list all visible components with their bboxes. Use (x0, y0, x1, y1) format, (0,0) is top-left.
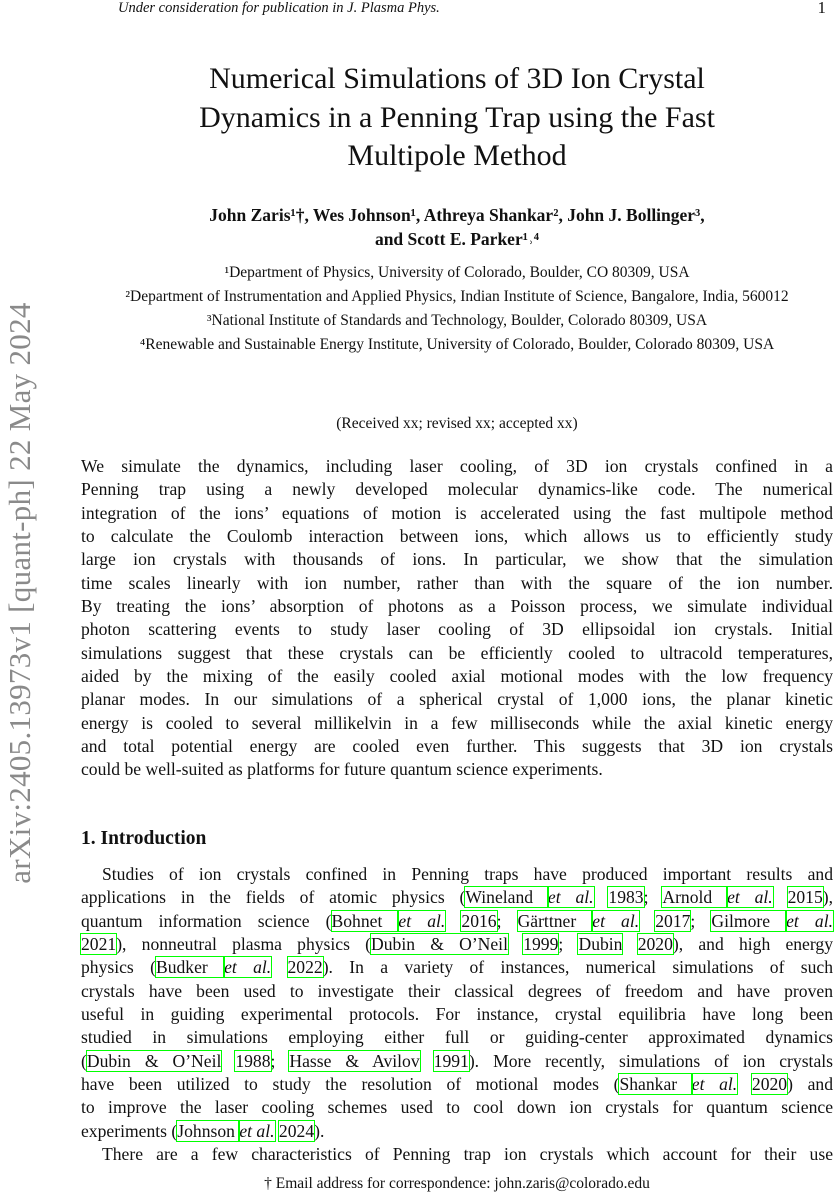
text-line (81, 758, 833, 781)
citation-link[interactable]: 2021 (81, 934, 117, 955)
citation-link[interactable]: et al. (547, 887, 594, 908)
text-run: ), and high energy (672, 934, 833, 955)
text-line (81, 688, 833, 711)
text-run: Studies of ion crystals confined in Penning traps have produced important results and (102, 864, 833, 884)
text-line (81, 478, 833, 501)
title-line: Numerical Simulations of 3D Ion Crystal (209, 62, 705, 95)
text-run: useful in guiding experimental protocols. For instance, crystal equilibria have long been (81, 1004, 833, 1025)
text-run: ; (496, 910, 518, 931)
citation-link[interactable]: Arnold (662, 887, 728, 908)
text-run: applications in the fields of atomic physics ( (81, 887, 466, 908)
paper-title (81, 60, 833, 176)
text-line (81, 980, 833, 1003)
text-run (622, 934, 637, 954)
text-run: Penning trap using a newly developed molecular dynamics-like code. The numerical (81, 479, 833, 500)
text-line (81, 712, 833, 735)
citation-link[interactable]: 1999 (523, 934, 559, 955)
citation-link[interactable]: 2017 (655, 910, 691, 931)
text-line (81, 618, 833, 641)
text-run (639, 911, 655, 931)
text-line (81, 455, 833, 478)
citation-link[interactable]: et al. (727, 887, 773, 908)
text-run: to calculate the Coulomb interaction between ions, which allows us to efficiently study (81, 526, 833, 547)
affiliation: ²Department of Instrumentation and Applied Physics, Indian Institute of Science, Bangalore, India, 560012 (125, 288, 789, 305)
text-run: By treating the ions’ absorption of photons as a Poisson process, we simulate individual (81, 596, 833, 617)
text-run (508, 934, 523, 954)
citation-link[interactable]: 1988 (235, 1050, 271, 1071)
citation-link[interactable]: Gärttner (517, 910, 593, 931)
citation-link[interactable]: 1983 (608, 887, 644, 908)
text-run: physics ( (81, 957, 156, 978)
text-line (81, 1003, 833, 1026)
text-run: experiments ( (81, 1120, 178, 1141)
text-run: to improve the laser cooling schemes used to cool down ion crystals for quantum science (81, 1097, 833, 1118)
citation-link[interactable]: Shankar (619, 1074, 692, 1095)
footnote: † Email address for correspondence: john.zaris@colorado.edu (264, 1175, 650, 1192)
citation-link[interactable]: 1991 (433, 1050, 469, 1071)
text-run: photon scattering events to study laser cooling of 3D ellipsoidal ion crystals. Initial (81, 619, 833, 640)
citation-link[interactable]: Dubin (578, 934, 623, 955)
running-head: Under consideration for publication in J. Plasma Phys. (118, 0, 440, 16)
citation-link[interactable]: et al. (239, 1120, 275, 1141)
text-run: ). (314, 1120, 325, 1141)
text-run: ; (558, 934, 579, 955)
citation-link[interactable]: 2016 (461, 910, 497, 931)
text-run: energy is cooled to several millikelvin in a few milliseconds while the axial kinetic energy (81, 712, 833, 733)
text-run: large ion crystals with thousands of ions. In particular, we show that the simulation (81, 549, 833, 570)
text-line (81, 525, 833, 548)
text-run: have been utilized to study the resolution of motional modes ( (81, 1074, 620, 1095)
text-run: ), nonneutral plasma physics ( (116, 934, 372, 955)
text-run (773, 887, 788, 907)
citation-link[interactable]: et al. (398, 910, 446, 931)
authors-line: John Zaris¹†, Wes Johnson¹, Athreya Shankar², John J. Bollinger³, (209, 205, 705, 225)
citation-link[interactable]: 2015 (787, 887, 823, 908)
text-run: aided by the mixing of the easily cooled axial motional modes with the low frequency (81, 666, 833, 687)
text-line (81, 502, 833, 525)
text-line (81, 1120, 833, 1143)
citation-link[interactable]: Johnson (177, 1120, 240, 1141)
citation-link[interactable]: 2022 (287, 957, 323, 978)
text-run: There are a few characteristics of Penning trap ion crystals which account for their use (102, 1144, 833, 1165)
text-run: could be well-suited as platforms for future quantum science experiments. (81, 759, 603, 780)
text-run: ; (270, 1050, 290, 1071)
citation-link[interactable]: et al. (224, 957, 272, 978)
text-run: time scales linearly with ion number, rather than with the square of the ion number. (81, 572, 833, 593)
text-run: ) and (787, 1074, 833, 1095)
citation-link[interactable]: et al. (786, 910, 833, 931)
affiliations (81, 262, 833, 358)
text-run (221, 1051, 235, 1071)
citation-link[interactable]: Dubin & O’Neil (86, 1050, 222, 1071)
affiliation: ⁴Renewable and Sustainable Energy Institute, University of Colorado, Boulder, Colorado 80309, USA (139, 336, 775, 353)
text-line (81, 548, 833, 571)
citation-link[interactable]: et al. (592, 910, 640, 931)
text-run (420, 1051, 434, 1071)
text-run: crystals have been used to investigate their classical degrees of freedom and have proven (81, 980, 833, 1001)
text-run (594, 887, 609, 907)
citation-link[interactable]: Gilmore (711, 910, 787, 931)
citation-link[interactable]: Bohnet (331, 910, 399, 931)
section-heading: 1. Introduction (81, 828, 207, 849)
text-line (81, 1073, 833, 1096)
page-number: 1 (817, 0, 826, 17)
introduction-body (81, 863, 833, 1166)
citation-link[interactable]: Dubin & O’Neil (371, 934, 508, 955)
text-line (81, 933, 833, 956)
arxiv-stamp: arXiv:2405.13973v1 [quant-ph] 22 May 2024 (2, 302, 37, 884)
text-run (737, 1074, 752, 1094)
text-run: quantum information science ( (81, 910, 332, 931)
text-run: ( (81, 1050, 87, 1071)
affiliation: ³National Institute of Standards and Technology, Boulder, Colorado 80309, USA (206, 312, 708, 329)
text-run: and total potential energy are cooled even further. This suggests that 3D ion crystals (81, 736, 833, 757)
text-run: simulations suggest that these crystals can be efficiently cooled to ultracold temperatures, (81, 642, 833, 663)
text-run (445, 911, 461, 931)
text-line (81, 1026, 833, 1049)
citation-link[interactable]: Wineland (465, 887, 548, 908)
author-list (81, 203, 833, 251)
text-run: ; (643, 887, 663, 908)
text-line (81, 572, 833, 595)
title-line: Multipole Method (347, 139, 567, 172)
citation-link[interactable]: Budker (155, 957, 225, 978)
text-run: studied in simulations employing either full or guiding-center approximated dynamics (81, 1027, 833, 1048)
authors-line: and Scott E. Parker¹˒⁴ (374, 229, 540, 249)
text-run: We simulate the dynamics, including laser cooling, of 3D ion crystals confined in a (81, 456, 833, 476)
citation-link[interactable]: et al. (691, 1074, 738, 1095)
text-line (81, 886, 833, 909)
received-dates: (Received xx; revised xx; accepted xx) (336, 415, 578, 432)
text-line (81, 1050, 833, 1073)
text-run: ; (690, 910, 712, 931)
text-run (271, 957, 287, 977)
citation-link[interactable]: 2020 (751, 1074, 788, 1095)
citation-link[interactable]: 2024 (278, 1120, 315, 1141)
text-line (81, 1096, 833, 1119)
text-run: planar modes. In our simulations of a spherical crystal of 1,000 ions, the planar kinetic (81, 689, 833, 710)
text-line (81, 735, 833, 758)
text-line (81, 863, 833, 886)
citation-link[interactable]: 2020 (637, 934, 673, 955)
text-line (81, 665, 833, 688)
text-line (81, 956, 833, 979)
abstract (81, 455, 833, 782)
text-line (81, 1143, 833, 1166)
title-line: Dynamics in a Penning Trap using the Fast (199, 100, 715, 134)
text-line (81, 642, 833, 665)
text-run: integration of the ions’ equations of motion is accelerated using the fast multipole method (81, 502, 833, 523)
citation-link[interactable]: Hasse & Avilov (289, 1050, 420, 1071)
text-line (81, 595, 833, 618)
text-run: ). In a variety of instances, numerical simulations of such (322, 957, 833, 978)
affiliation: ¹Department of Physics, University of Colorado, Boulder, CO 80309, USA (224, 264, 690, 281)
text-run: ). More recently, simulations of ion crystals (468, 1050, 833, 1071)
text-line (81, 910, 833, 933)
text-run: ), (822, 887, 834, 908)
